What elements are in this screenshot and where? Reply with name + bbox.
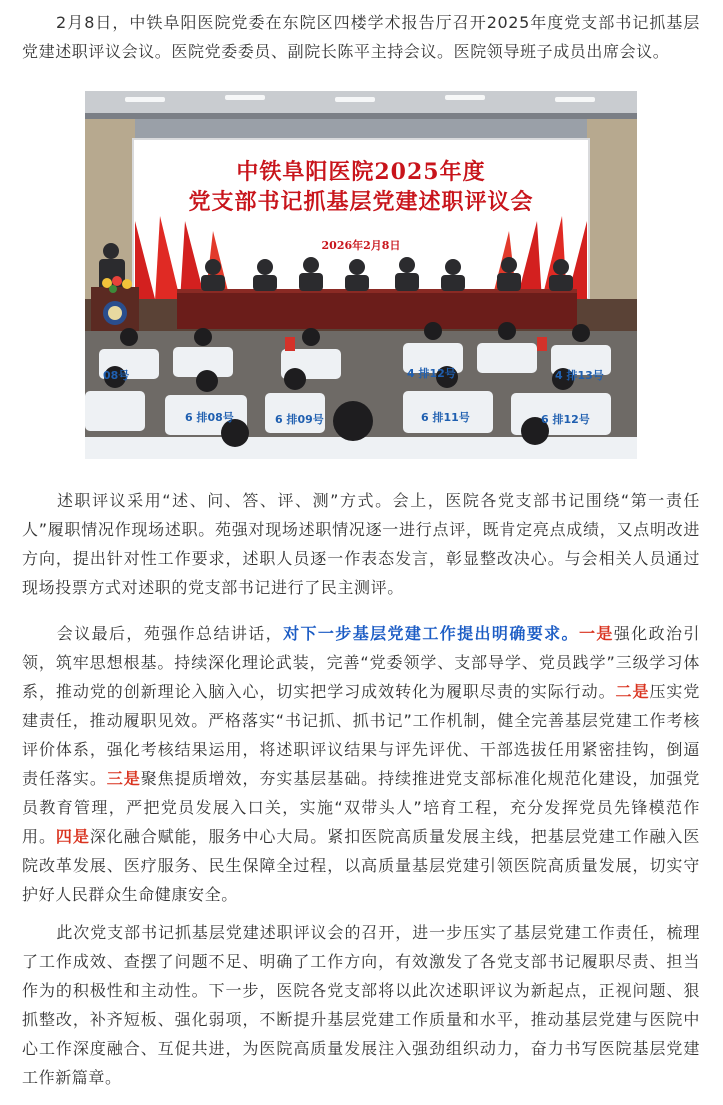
seat-label: 4 排13号 bbox=[555, 369, 604, 382]
requirement-text-1: 强化政治引领，筑牢思想根基。持续深化理论武装，完善“党委领学、支部导学、党员践学”三级学习体系，推动党的创新理论入脑入心，切实把学习成效转化为履职尽责的实际行动。 bbox=[22, 624, 700, 701]
paragraph-intro bbox=[22, 8, 700, 66]
requirements-emphasis: 对下一步基层党建工作提出明确要求。 bbox=[283, 624, 579, 643]
requirement-marker-1: 一是 bbox=[578, 624, 614, 643]
paragraph-review-format-text: 述职评议采用“述、问、答、评、测”方式。会上，医院各党支部书记围绕“第一责任人”履职情况作现场述职。苑强对现场述职情况逐一进行点评，既肯定亮点成绩，又点明改进方向，提出针对性工作要求，述职人员逐一作表态发言，彰显整改决心。与会相关人员通过现场投票方式对述职的党支部书记进行了民主测评。 bbox=[22, 491, 700, 597]
seat-label: 6 排12号 bbox=[541, 413, 590, 426]
banner-title-line1: 中铁阜阳医院2025年度 bbox=[236, 159, 486, 185]
seat-label: 6 排11号 bbox=[421, 411, 470, 424]
seat-label: 6 排08号 bbox=[185, 411, 234, 424]
paragraph-intro-text: 2月8日，中铁阜阳医院党委在东院区四楼学术报告厅召开2025年度党支部书记抓基层党建述职评议会议。医院党委委员、副院长陈平主持会议。医院领导班子成员出席会议。 bbox=[22, 13, 700, 61]
seat-label: 6 排09号 bbox=[275, 413, 324, 426]
paragraph-review-format bbox=[22, 486, 700, 602]
requirement-marker-3: 三是 bbox=[106, 769, 141, 788]
requirement-marker-4: 四是 bbox=[55, 827, 90, 846]
banner-date: 2026年2月8日 bbox=[321, 239, 401, 252]
meeting-photo bbox=[85, 91, 637, 459]
requirements-intro: 会议最后，苑强作总结讲话， bbox=[56, 624, 284, 643]
seat-label: 4 排12号 bbox=[407, 367, 456, 380]
paragraph-requirements bbox=[22, 619, 700, 909]
seat-label: 08号 bbox=[103, 369, 130, 382]
requirement-marker-2: 二是 bbox=[615, 682, 650, 701]
paragraph-conclusion bbox=[22, 918, 700, 1092]
requirement-text-3: 聚焦提质增效，夯实基层基础。持续推进党支部标准化规范化建设，加强党员教育管理，严把党员发展入口关，实施“双带头人”培育工程，充分发挥党员先锋模范作用。 bbox=[22, 769, 700, 846]
requirement-text-4: 深化融合赋能，服务中心大局。紧扣医院高质量发展主线，把基层党建工作融入医院改革发展、医疗服务、民生保障全过程，以高质量基层党建引领医院高质量发展，切实守护好人民群众生命健康安全。 bbox=[22, 827, 700, 904]
requirement-text-2: 压实党建责任，推动履职见效。严格落实“书记抓、抓书记”工作机制，健全完善基层党建工作考核评价体系，强化考核结果运用，将述职评议结果与评先评优、干部选拔任用紧密挂钩，倒逼责任落实。 bbox=[22, 682, 700, 788]
paragraph-conclusion-text: 此次党支部书记抓基层党建述职评议会的召开，进一步压实了基层党建工作责任，梳理了工作成效、查摆了问题不足、明确了工作方向，有效激发了各党支部书记履职尽责、担当作为的积极性和主动性。下一步，医院各党支部将以此次述职评议为新起点，正视问题、狠抓整改，补齐短板、强化弱项，不断提升基层党建工作质量和水平，推动基层党建与医院中心工作深度融合、互促共进，为医院高质量发展注入强劲组织动力，奋力书写医院基层党建工作新篇章。 bbox=[22, 923, 700, 1087]
banner-title-line2: 党支部书记抓基层党建述职评议会 bbox=[188, 189, 534, 215]
